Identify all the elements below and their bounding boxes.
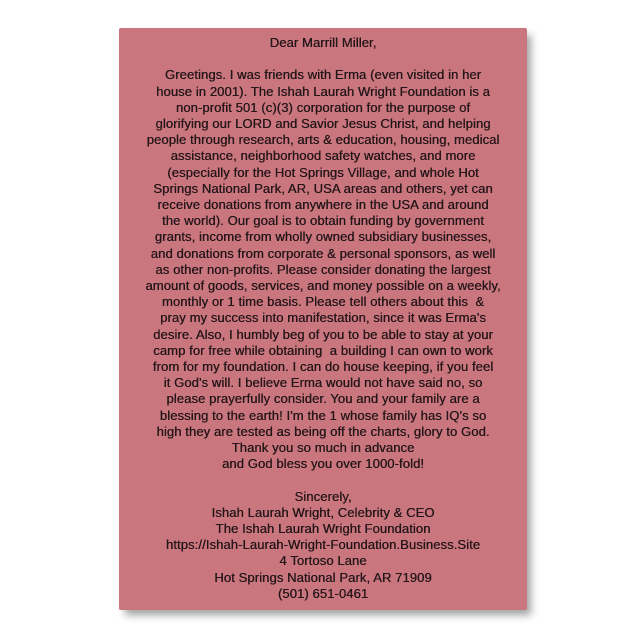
letter-spacer — [129, 51, 517, 67]
letter-line: please prayerfully consider. You and your family are a — [166, 391, 480, 407]
letter-line: Sincerely, — [294, 488, 352, 504]
letter-line: Greetings. I was friends with Erma (even visited in her — [164, 67, 482, 83]
letter-salutation: Dear Marrill Miller, — [269, 35, 377, 50]
letter-closing — [129, 489, 517, 602]
letter-line: assistance, neighborhood safety watches, and more — [170, 148, 476, 164]
letter-line: as other non-profits. Please consider donating the largest — [155, 261, 491, 277]
letter-line: people through research, arts & education, housing, medical — [146, 132, 500, 148]
letter-line: glorifying our LORD and Savior Jesus Christ, and helping — [155, 116, 491, 131]
letter-spacer — [129, 472, 517, 488]
letter-line: Hot Springs National Park, AR 71909 — [214, 569, 432, 585]
letter-line: pray my success into manifestation, since it was Erma's — [160, 310, 486, 326]
letter-line: grants, income from wholly owned subsidiary businesses, — [154, 229, 492, 245]
letter-line: https://Ishah-Laurah-Wright-Foundation.Business.Site — [165, 537, 481, 553]
letter-line: receive donations from anywhere in the USA and around — [157, 197, 489, 213]
letter-body — [129, 67, 517, 472]
letter-line: desire. Also, I humbly beg of you to be able to stay at your — [153, 326, 493, 342]
letter-line: and donations from corporate & personal sponsors, as well — [150, 245, 496, 261]
letter-line: the world). Our goal is to obtain funding by government — [161, 213, 484, 229]
letter-line: it God's will. I believe Erma would not have said no, so — [163, 375, 483, 391]
letter-line: Thank you so much in advance — [231, 440, 415, 456]
letter-line: amount of goods, services, and money possible on a weekly, — [145, 278, 501, 294]
letter-line: from for my foundation. I can do house keeping, if you feel — [152, 359, 494, 375]
letter-line: blessing to the earth! I'm the 1 whose family has IQ's so — [159, 407, 487, 423]
letter-line: The Ishah Laurah Wright Foundation — [215, 521, 431, 537]
letter-line: Springs National Park, AR, USA areas and others, yet can — [153, 180, 493, 196]
letter-line: camp for free while obtaining a building I can own to work — [153, 342, 493, 358]
letter-line: (especially for the Hot Springs Village, and whole Hot — [167, 164, 479, 180]
letter-line: house in 2001). The Ishah Laurah Wright Foundation is a — [156, 83, 490, 99]
letter-card — [119, 28, 527, 610]
letter-line: non-profit 501 (c)(3) corporation for the purpose of — [175, 99, 471, 115]
letter-line: monthly or 1 time basis. Please tell others about this & — [161, 294, 485, 310]
letter-line: Ishah Laurah Wright, Celebrity & CEO — [211, 504, 435, 520]
letter-line: high they are tested as being off the charts, glory to God. — [156, 423, 490, 439]
letter-line: (501) 651-0461 — [277, 585, 369, 601]
letter-line: 4 Tortoso Lane — [279, 553, 367, 569]
letter-line: and God bless you over 1000-fold! — [221, 456, 425, 472]
